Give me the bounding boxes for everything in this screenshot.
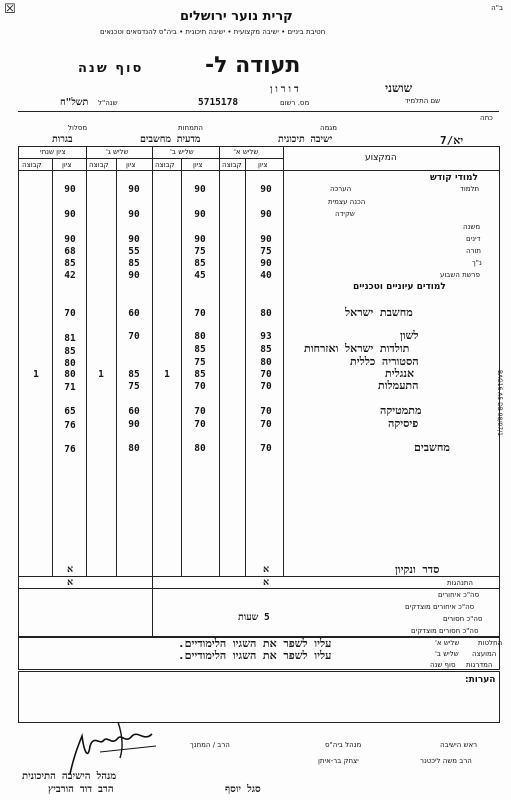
document-title-suffix: סוף שנה xyxy=(78,61,144,76)
grade-cell: 90 xyxy=(260,184,272,195)
col-grade-header: ציון xyxy=(258,161,268,169)
grade-cell: 70 xyxy=(194,308,206,319)
year-label: שנה"ל xyxy=(98,99,118,107)
subject-label: אנגלית xyxy=(385,367,415,380)
institution-subtitle: חטיבת ביניים • ישיבה מקצועית • ישיבה תיכונית • ביה"ס להנדסאים וטכנאים xyxy=(100,28,326,36)
term2-header: שליש ב' xyxy=(170,148,194,156)
grade-cell: 70 xyxy=(260,369,272,380)
teacher-name: סגל יוסף xyxy=(225,784,261,795)
subject-sublabel: הכנה עצמית xyxy=(328,198,366,206)
decision-sublabel: שליש א' xyxy=(435,639,460,647)
grade-cell: 76 xyxy=(64,420,76,431)
col-grade-header: ציון xyxy=(126,161,136,169)
section-label: למודי קודש xyxy=(430,173,478,183)
grade-cell: 85 xyxy=(194,369,206,380)
grade-cell: 75 xyxy=(194,357,206,368)
grade-cell: 85 xyxy=(128,258,140,269)
grade-cell: 90 xyxy=(64,234,76,245)
remarks-label: הערות: xyxy=(465,675,496,685)
grade-cell: 70 xyxy=(194,381,206,392)
subject-label: תלמוד xyxy=(460,185,480,193)
grade-cell: 80 xyxy=(64,369,76,380)
grade-cell: 85 xyxy=(64,258,76,269)
grade-cell: 80 xyxy=(128,443,140,454)
grade-cell: 90 xyxy=(260,258,272,269)
grade-cell: 80 xyxy=(194,443,206,454)
grade-cell: 80 xyxy=(260,308,272,319)
signature-label: מנהל ביה"ס xyxy=(325,741,362,749)
subject-label: דינים xyxy=(466,235,481,243)
grade-cell: 80 xyxy=(194,331,206,342)
signature-name: הרב משה ליכטנר xyxy=(420,757,472,765)
decision-sublabel: שליש ב' xyxy=(435,650,459,658)
term3-header: שליש ג' xyxy=(106,148,129,156)
grade-cell: 75 xyxy=(260,246,272,257)
col-grade-header: ציון xyxy=(62,161,72,169)
principal-title: מנהל הישיבה התיכונית xyxy=(22,771,117,782)
grade-cell: 70 xyxy=(260,419,272,430)
grade-cell: 68 xyxy=(64,246,76,257)
subject-label: הסטוריה כללית xyxy=(350,355,419,368)
grade-cell: 70 xyxy=(128,331,140,342)
side-text: BAG16 A5 DB 98/07/1 xyxy=(496,370,503,436)
subject-label: מחשבת ישראל xyxy=(345,306,413,319)
absence-hours: 5 שעות xyxy=(238,612,270,623)
grade-cell: 60 xyxy=(128,308,140,319)
handwritten-signature xyxy=(60,716,160,778)
subject-label: סדר ונקיון xyxy=(395,563,440,576)
grade-cell: 85 xyxy=(194,344,206,355)
page-tag: ב"ה xyxy=(491,4,503,12)
grade-cell: 90 xyxy=(128,184,140,195)
track-label: מגמה xyxy=(320,124,337,132)
grade-cell: 90 xyxy=(194,234,206,245)
route-label: מסלול xyxy=(68,124,88,132)
registration-number: 5715178 xyxy=(198,97,239,108)
subject-label: מחשבים xyxy=(414,441,450,454)
grade-cell: 80 xyxy=(260,357,272,368)
document-title: תעודה ל- xyxy=(205,53,301,78)
subject-label: תולדות ישראל ואזרחות xyxy=(304,342,410,355)
grade-cell: 90 xyxy=(128,209,140,220)
grade-cell: 75 xyxy=(128,381,140,392)
group-cell: 1 xyxy=(33,369,39,380)
decision-label: החלטות xyxy=(478,639,503,647)
grade-cell: 40 xyxy=(260,270,272,281)
track-value: ישיבה תיכונית xyxy=(278,134,333,145)
absence-label: סה"כ איחורים מוצדקים xyxy=(405,603,475,611)
registration-label: מס. רשום xyxy=(280,99,310,107)
student-name: שושני xyxy=(385,81,413,95)
term1-header: שליש א' xyxy=(234,148,259,156)
student-name-label: שם התלמיד xyxy=(405,97,441,105)
col-group-header: קבוצה xyxy=(22,161,42,169)
conduct-grade: א xyxy=(262,577,270,588)
section-label: למודים עיוניים וטכניים xyxy=(353,282,446,292)
grade-cell: 90 xyxy=(260,234,272,245)
subject-label: מתמטיקה xyxy=(380,404,422,417)
grade-cell: 65 xyxy=(64,406,76,417)
institution-name: קרית נוער ירושלים xyxy=(180,9,293,24)
grade-cell: 90 xyxy=(194,209,206,220)
grade-cell: 45 xyxy=(194,270,206,281)
subject-label: משנה xyxy=(463,223,481,231)
grade-cell: 70 xyxy=(194,406,206,417)
grade-cell: 85 xyxy=(194,258,206,269)
signature-label: ראש הישיבה xyxy=(440,741,478,749)
grade-cell: א xyxy=(262,564,270,575)
grade-cell: א xyxy=(66,564,74,575)
decision-text: עליו לשפר את השגיו הלימודיים. xyxy=(178,637,332,650)
corner-checkbox-mark: ☒ xyxy=(4,2,16,17)
student-middle-name: דורון xyxy=(270,84,302,95)
group-cell: 1 xyxy=(164,369,170,380)
grade-cell: 42 xyxy=(64,270,76,281)
year-grade-header: ציון שנתי xyxy=(40,148,66,156)
specialization-label: התמחות xyxy=(178,124,204,132)
grade-cell: 81 xyxy=(64,333,76,344)
grade-cell: 80 xyxy=(64,358,76,369)
grade-cell: 85 xyxy=(260,344,272,355)
subject-label: פיסיקה xyxy=(388,417,419,430)
subject-label: התעמלות xyxy=(378,379,419,392)
grade-cell: 90 xyxy=(194,184,206,195)
grade-cell: 70 xyxy=(260,406,272,417)
signature-label: הרב / המחנך xyxy=(190,741,230,749)
specialization-value: מדעית מחשבים xyxy=(140,134,201,145)
subject-sublabel: שקידה xyxy=(335,210,355,218)
grade-cell: 55 xyxy=(128,246,140,257)
decision-sublabel: סוף שנה xyxy=(430,661,456,669)
absence-label: סה"כ איחורים xyxy=(438,591,480,599)
grade-cell: 93 xyxy=(260,331,272,342)
absence-label: סה"כ חסורים מוצדקים xyxy=(411,627,479,635)
subject-header: המקצוע xyxy=(365,153,397,163)
group-cell: 1 xyxy=(98,369,104,380)
col-group-header: קבוצה xyxy=(222,161,242,169)
grade-cell: 90 xyxy=(260,209,272,220)
col-group-header: קבוצה xyxy=(155,161,175,169)
grade-cell: 60 xyxy=(128,406,140,417)
decision-label: המועצה xyxy=(472,650,497,658)
grade-cell: 70 xyxy=(260,381,272,392)
grade-cell: 90 xyxy=(64,209,76,220)
grade-cell: 70 xyxy=(260,443,272,454)
grade-cell: 85 xyxy=(64,346,76,357)
signature-name: יצחק בר-איתן xyxy=(318,757,359,765)
school-year: תשל"ח xyxy=(60,97,89,108)
grade-cell: 70 xyxy=(64,308,76,319)
decision-label: המדרגות xyxy=(466,661,493,669)
subject-label: תורה xyxy=(466,247,482,255)
class-value: יא/7 xyxy=(440,134,464,147)
route-value: בגרות xyxy=(52,134,73,145)
grade-cell: 75 xyxy=(194,246,206,257)
grade-cell: 71 xyxy=(64,382,76,393)
grade-cell: 90 xyxy=(64,184,76,195)
grade-cell: 70 xyxy=(194,419,206,430)
class-label: כתה xyxy=(480,114,493,122)
grade-cell: 76 xyxy=(64,444,76,455)
subject-label: נ"ך xyxy=(472,259,482,267)
absence-label: סה"כ חסורים xyxy=(443,615,483,623)
subject-label: לשון xyxy=(400,329,419,342)
grade-cell: 85 xyxy=(128,369,140,380)
grade-cell: 90 xyxy=(128,270,140,281)
decision-text: עליו לשפר את השגיו הלימודיים. xyxy=(178,649,332,662)
subject-label: פרשת השבוע xyxy=(440,271,480,279)
conduct-grade: א xyxy=(66,577,74,588)
grade-cell: 90 xyxy=(128,419,140,430)
subject-sublabel: הערכה xyxy=(330,185,352,193)
col-group-header: קבוצה xyxy=(89,161,109,169)
conduct-label: התנהגות xyxy=(447,579,473,587)
grade-cell: 90 xyxy=(128,234,140,245)
col-grade-header: ציון xyxy=(193,161,203,169)
principal-name: הרב דוד הורביץ xyxy=(48,784,114,795)
